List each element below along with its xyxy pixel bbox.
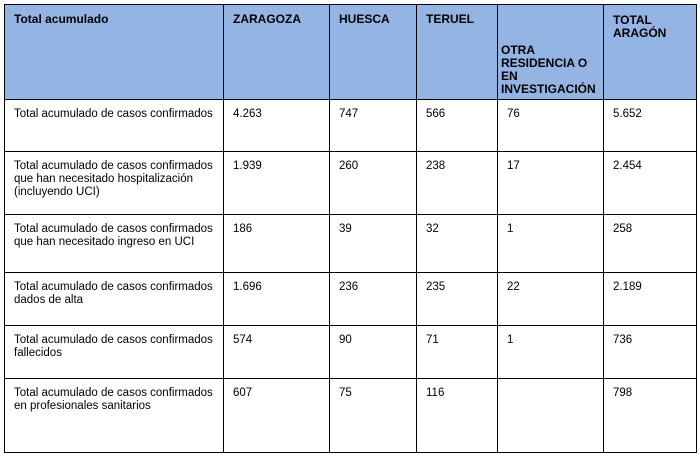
row-label: Total acumulado de casos confirmados que han necesitado ingreso en UCI <box>5 214 224 272</box>
cell-zaragoza: 574 <box>224 326 330 378</box>
cell-total: 5.652 <box>604 100 697 152</box>
cell-total: 258 <box>604 214 697 272</box>
cell-otra <box>498 378 604 452</box>
header-huesca: HUESCA <box>330 5 417 100</box>
cell-otra: 1 <box>498 214 604 272</box>
cell-total: 798 <box>604 378 697 452</box>
table-row <box>5 378 697 452</box>
cell-otra: 76 <box>498 100 604 152</box>
cell-otra: 22 <box>498 272 604 325</box>
table-row <box>5 152 697 214</box>
row-label: Total acumulado de casos confirmados <box>5 100 224 152</box>
cell-huesca: 236 <box>330 272 417 325</box>
covid-cases-table <box>4 4 697 453</box>
cell-teruel: 238 <box>417 152 498 214</box>
cell-huesca: 747 <box>330 100 417 152</box>
cell-zaragoza: 1.939 <box>224 152 330 214</box>
cell-teruel: 32 <box>417 214 498 272</box>
cell-total: 2.454 <box>604 152 697 214</box>
row-label: Total acumulado de casos confirmados en profesionales sanitarios <box>5 378 224 452</box>
cell-teruel: 235 <box>417 272 498 325</box>
cell-zaragoza: 186 <box>224 214 330 272</box>
row-label: Total acumulado de casos confirmados que han necesitado hospitalización (incluyendo UCI) <box>5 152 224 214</box>
cell-zaragoza: 4.263 <box>224 100 330 152</box>
cell-teruel: 566 <box>417 100 498 152</box>
header-row <box>5 5 697 100</box>
table-row <box>5 272 697 325</box>
cell-otra: 17 <box>498 152 604 214</box>
cell-total: 2.189 <box>604 272 697 325</box>
header-zaragoza: ZARAGOZA <box>224 5 330 100</box>
cell-huesca: 90 <box>330 326 417 378</box>
table-row <box>5 326 697 378</box>
header-total-aragon: TOTAL ARAGÓN <box>604 5 697 100</box>
cell-huesca: 75 <box>330 378 417 452</box>
cell-total: 736 <box>604 326 697 378</box>
cell-teruel: 116 <box>417 378 498 452</box>
cell-zaragoza: 607 <box>224 378 330 452</box>
row-label: Total acumulado de casos confirmados dados de alta <box>5 272 224 325</box>
header-otra-residencia: OTRA RESIDENCIA O EN INVESTIGACIÓN <box>498 5 604 100</box>
header-total-acumulado: Total acumulado <box>5 5 224 100</box>
cell-teruel: 71 <box>417 326 498 378</box>
header-teruel: TERUEL <box>417 5 498 100</box>
cell-huesca: 260 <box>330 152 417 214</box>
table-row <box>5 214 697 272</box>
table-row <box>5 100 697 152</box>
cell-zaragoza: 1.696 <box>224 272 330 325</box>
cell-huesca: 39 <box>330 214 417 272</box>
row-label: Total acumulado de casos confirmados fallecidos <box>5 326 224 378</box>
cell-otra: 1 <box>498 326 604 378</box>
